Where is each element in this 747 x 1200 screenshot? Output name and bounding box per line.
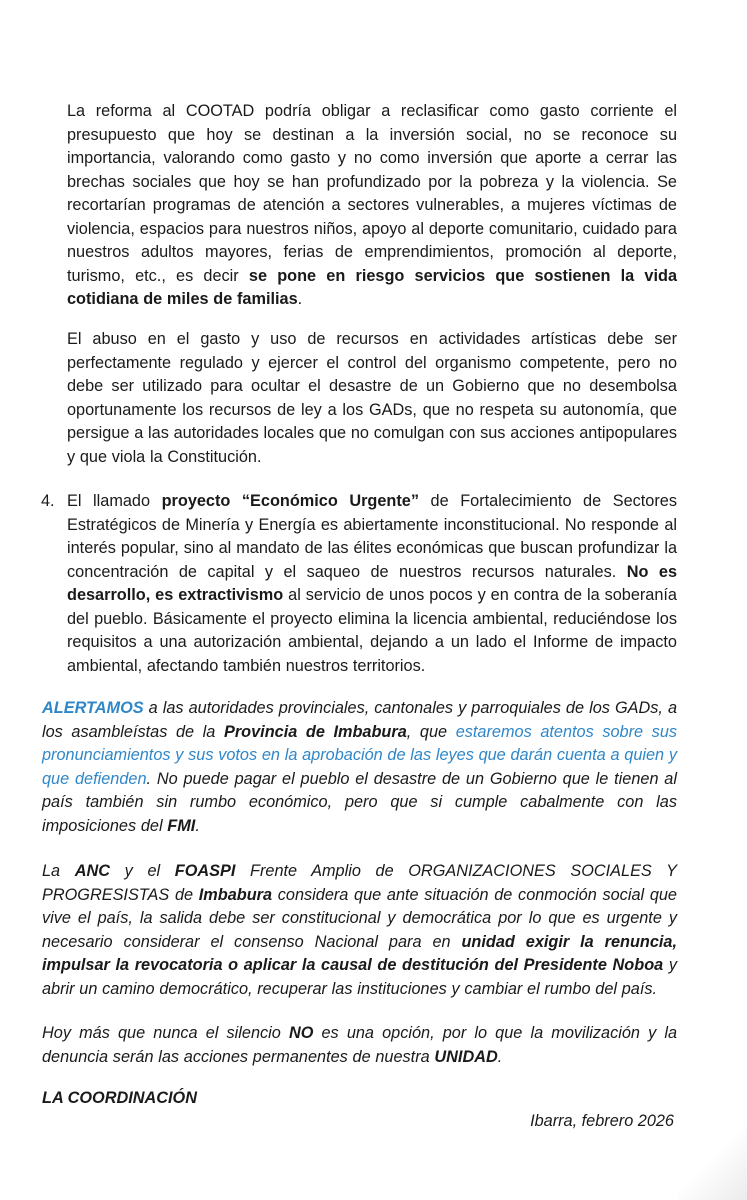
paragraph-item-4: El llamado proyecto “Económico Urgente” de Fortalecimiento de Sectores Estratégicos de Minería y Energía es abiertamente inconstitucional. No responde al interés popular, sino al mandato de las élites económicas que buscan profundizar la concentración de capital y el saqueo de nuestros recursos naturales. No es desarrollo, es extractivismo al servicio de unos pocos y en contra de la soberanía del pueblo. Básicamente el proyecto elimina la licencia ambiental, reduciéndose los requisitos a una autorización ambiental, dejando a un lado el Informe de impacto ambiental, afectando también nuestros territorios. <box>67 492 677 675</box>
list-item-number: 4. <box>41 492 55 510</box>
paragraph-anc-foaspi: La ANC y el FOASPI Frente Amplio de ORGANIZACIONES SOCIALES Y PROGRESISTAS de Imbabura considera que ante situación de conmoción social que vive el país, la salida debe ser constitucional y democrática por lo que es urgente y necesario considerar el consenso Nacional para en unidad exigir la renuncia, impulsar la revocatoria o aplicar la causal de destitución del Presidente Noboa y abrir un camino democrático, recuperar las instituciones y cambiar el rumbo del país. <box>42 862 678 998</box>
paragraph-artistic-spending: El abuso en el gasto y uso de recursos en actividades artísticas debe ser perfectamente regulado y ejercer el control del organismo competente, pero no debe ser utilizado para ocultar el desastre de un Gobierno que no desembolsa oportunamente los recursos de ley a los GADs, que no respeta su autonomía, que persigue a las autoridades locales que no comulgan con sus acciones antipopulares y que viola la Constitución. <box>67 330 677 466</box>
alert-keyword: ALERTAMOS <box>42 699 144 717</box>
paragraph-alert: ALERTAMOS a las autoridades provinciales, cantonales y parroquiales de los GADs, a los asambleístas de la Provincia de Imbabura, que estaremos atentos sobre sus pronunciamientos y sus votos en la aprobación de las leyes que darán cuenta a quien y que defienden. No puede pagar el pueblo el desastre de un Gobierno que le tienen al país también sin rumbo económico, pero que si cumple cabalmente con las imposiciones del FMI. <box>42 699 678 835</box>
paragraph-cootad: La reforma al COOTAD podría obligar a reclasificar como gasto corriente el presupuesto que hoy se destinan a la inversión social, no se reconoce su importancia, valorando como gasto y no como inversión que aporte a cerrar las brechas sociales que hoy se han profundizado por la pobreza y la violencia. Se recortarían programas de atención a sectores vulnerables, a mujeres víctimas de violencia, espacios para nuestros niños, apoyo al deporte comunitario, cuidado para nuestros adultos mayores, ferias de emprendimientos, promoción al deporte, turismo, etc., es decir se pone en riesgo servicios que sostienen la vida cotidiana de miles de familias. <box>67 102 678 308</box>
page-corner-shadow <box>677 1110 747 1200</box>
place-date: Ibarra, febrero 2026 <box>530 1112 674 1130</box>
highlighted-text: estaremos atentos sobre sus pronunciamientos y sus votos en la aprobación de las leyes que darán cuenta a quien y que defienden <box>42 722 678 788</box>
signature: LA COORDINACIÓN <box>42 1089 197 1107</box>
paragraph-closing: Hoy más que nunca el silencio NO es una opción, por lo que la movilización y la denuncia serán las acciones permanentes de nuestra UNIDAD. <box>42 1024 677 1066</box>
